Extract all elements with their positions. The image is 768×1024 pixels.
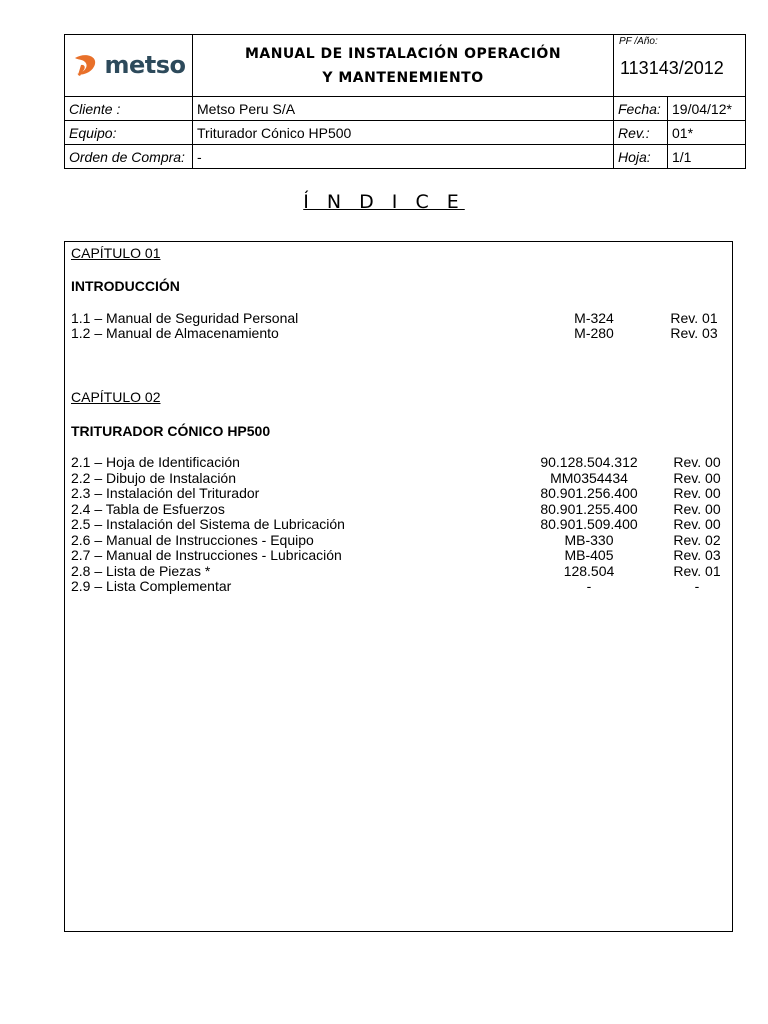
list-item: 2.3 – Instalación del Triturador xyxy=(71,485,260,501)
order-value: - xyxy=(193,145,614,169)
sheet-value: 1/1 xyxy=(668,145,746,169)
logo-cell xyxy=(65,35,193,97)
metso-logo xyxy=(71,51,185,79)
list-item: 2.1 – Hoja de Identificación xyxy=(71,454,240,470)
metso-swoosh-icon xyxy=(71,52,101,78)
chapter-02-section: TRITURADOR CÓNICO HP500 xyxy=(71,423,271,439)
header-row-client xyxy=(65,97,746,121)
title-line-1: MANUAL DE INSTALACIÓN OPERACIÓN xyxy=(244,45,562,62)
index-box xyxy=(64,241,733,932)
list-item: 2.8 – Lista de Piezas * xyxy=(71,562,211,579)
sheet-label: Hoja: xyxy=(614,145,668,169)
item-rev: Rev. 02 xyxy=(673,531,721,548)
item-code: M-280 xyxy=(574,325,614,341)
item-code: 80.901.509.400 xyxy=(540,516,638,532)
pf-value: 113143/2012 xyxy=(620,58,724,78)
manual-title xyxy=(193,35,614,97)
item-rev: Rev. 00 xyxy=(673,500,721,517)
item-code: 128.504 xyxy=(563,562,615,579)
equipment-value: Triturador Cónico HP500 xyxy=(193,121,614,145)
item-code: - xyxy=(586,578,592,594)
list-item: 1.2 – Manual de Almacenamiento xyxy=(71,325,279,341)
item-code: MB-405 xyxy=(564,547,614,563)
chapter-01-section: INTRODUCCIÓN xyxy=(71,278,180,294)
item-rev: Rev. 01 xyxy=(670,310,718,326)
list-item: 2.9 – Lista Complementar xyxy=(71,578,232,594)
header-row-order xyxy=(65,145,746,169)
list-item: 2.2 – Dibujo de Instalación xyxy=(71,469,236,486)
rev-value: 01* xyxy=(668,121,746,145)
equipment-label: Equipo: xyxy=(65,121,193,145)
item-rev: Rev. 01 xyxy=(673,562,721,579)
chapter-02-heading: CAPÍTULO 02 xyxy=(71,389,161,405)
item-rev: Rev. 00 xyxy=(673,516,721,532)
date-value: 19/04/12* xyxy=(668,97,746,121)
item-code: MM0354434 xyxy=(550,469,628,486)
client-value: Metso Peru S/A xyxy=(193,97,614,121)
client-label: Cliente : xyxy=(65,97,193,121)
item-rev: Rev. 00 xyxy=(673,454,721,470)
item-code: 90.128.504.312 xyxy=(540,454,638,470)
item-rev: Rev. 00 xyxy=(673,469,721,486)
item-code: 80.901.255.400 xyxy=(540,500,638,517)
document-header xyxy=(64,34,746,169)
item-rev: Rev. 00 xyxy=(673,485,721,501)
title-line-2: Y MANTENEMIENTO xyxy=(322,69,484,86)
item-code: 80.901.256.400 xyxy=(540,485,638,501)
list-item: 2.7 – Manual de Instrucciones - Lubricación xyxy=(71,547,342,563)
list-item: 2.4 – Tabla de Esfuerzos xyxy=(71,500,225,517)
item-rev: Rev. 03 xyxy=(670,325,718,341)
item-code: MB-330 xyxy=(564,531,614,548)
chapter-01-heading: CAPÍTULO 01 xyxy=(71,245,161,261)
pf-cell xyxy=(614,35,746,97)
order-label: Orden de Compra: xyxy=(65,145,193,169)
date-label: Fecha: xyxy=(614,97,668,121)
pf-label: PF /Año: xyxy=(619,36,658,47)
item-code: M-324 xyxy=(574,310,614,326)
index-title: Í N D I C E xyxy=(303,191,465,213)
logo-text: metso xyxy=(104,50,186,79)
rev-label: Rev.: xyxy=(614,121,668,145)
item-rev: Rev. 03 xyxy=(673,547,721,563)
list-item: 1.1 – Manual de Seguridad Personal xyxy=(71,310,299,326)
list-item: 2.6 – Manual de Instrucciones - Equipo xyxy=(71,531,314,548)
header-row-equipment xyxy=(65,121,746,145)
list-item: 2.5 – Instalación del Sistema de Lubricación xyxy=(71,516,345,532)
item-rev: - xyxy=(694,578,700,594)
